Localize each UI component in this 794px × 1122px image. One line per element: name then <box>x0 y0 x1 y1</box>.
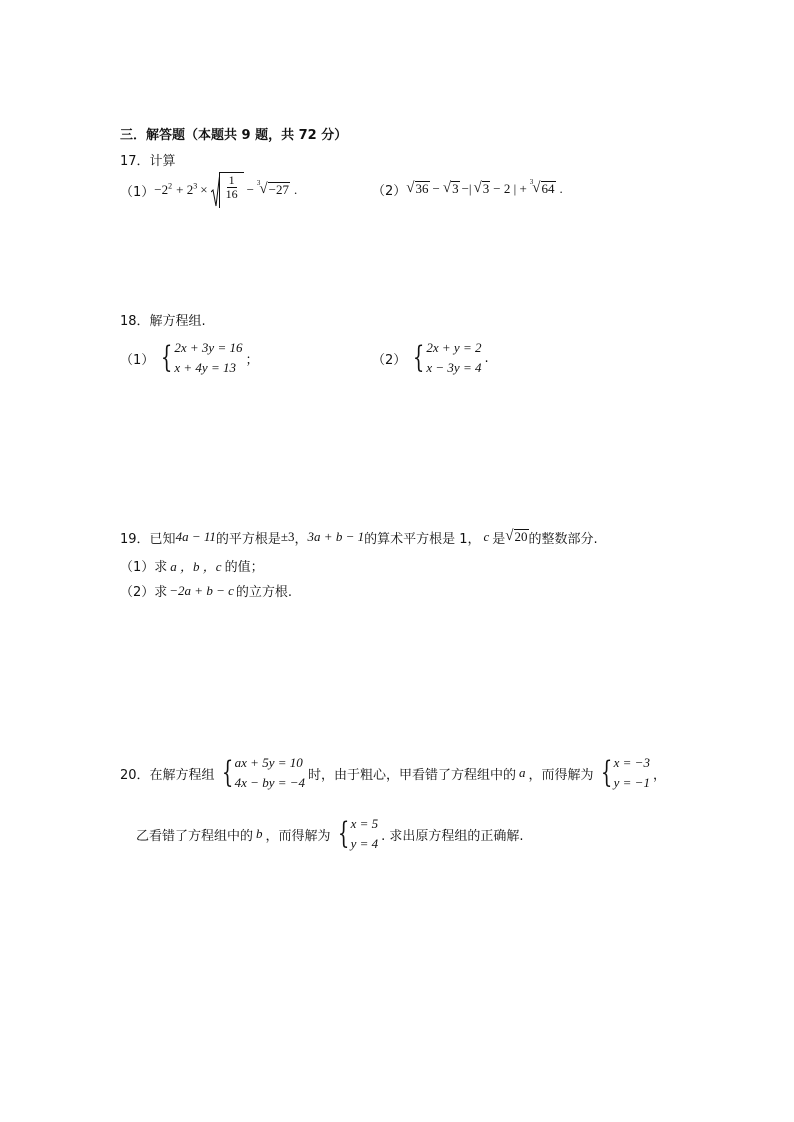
q18-title-line <box>120 310 206 329</box>
q20-number: 20． <box>120 767 150 783</box>
q18-p1-eq2: x + 4y = 13 <box>174 360 236 376</box>
q20-solution1: { x = −3 y = −1 <box>597 753 650 793</box>
q17-p1-frac-den: 16 <box>225 187 238 202</box>
q20-var-a: a <box>519 765 526 781</box>
q18-p2-system: { 2x + y = 2 x − 3y = 4 <box>409 338 481 378</box>
q17-p1-label: （1） <box>120 184 155 200</box>
q17-p1-cube-root: 3 √ −27 <box>256 179 289 198</box>
q17-p1-sqrt-fraction <box>211 172 244 208</box>
q17-p2-abs-close: − 2 | + <box>493 181 527 196</box>
q18-number: 18． <box>120 314 150 329</box>
q18-part1 <box>120 338 258 378</box>
q20-line2-a: 乙看错了方程组中的 <box>136 828 254 844</box>
q19-stem-e: 是 <box>492 531 506 547</box>
q17-p2-sqrt36: √ 36 <box>406 180 429 197</box>
q20-sol2-y: y = 4 <box>350 836 379 852</box>
q17-p1-frac-num: 1 <box>228 173 235 187</box>
q17-p1-times: × <box>200 182 208 197</box>
q18-p2-eq1: 2x + y = 2 <box>426 340 482 355</box>
q19-expr1: 4a − 11 <box>175 529 216 544</box>
q17-title-line <box>120 150 176 169</box>
q20-stem-a: 在解方程组 <box>149 767 215 783</box>
q20-sol2-x: x = 5 <box>350 816 379 831</box>
q20-eq2: 4x − by = −4 <box>234 775 306 791</box>
q19-stem-d: 的算术平方根是 1， <box>364 531 481 547</box>
q19-sub2-label: （2）求 <box>120 585 168 600</box>
q17-p2-label: （2） <box>372 183 407 199</box>
q18-part2 <box>372 338 489 378</box>
q19-stem-c: ， <box>294 531 308 547</box>
q17-p1-minus: − <box>246 182 254 197</box>
section-heading: 三．解答题（本题共 9 题，共 72 分） <box>120 128 348 143</box>
q20-line1 <box>120 753 666 793</box>
q19-stem-f: 的整数部分. <box>528 531 598 547</box>
q20-var-b: b <box>256 826 263 842</box>
q17-p1-term1: $-2^2$ <box>154 181 173 197</box>
q19-c-var: c <box>483 529 490 544</box>
q18-p1-eq1: 2x + 3y = 16 <box>174 340 243 355</box>
q19-sub2-end: 的立方根. <box>235 585 293 600</box>
q20-stem-c: ，而得解为 <box>528 767 594 783</box>
q19-sub1-vars: a ，b ，c <box>170 559 222 574</box>
q19-stem-b: 的平方根是 <box>215 531 281 547</box>
q17-number: 17． <box>120 154 150 169</box>
q19-stem <box>120 526 598 548</box>
q17-p2-cube-root: 3 √ 64 <box>529 178 555 197</box>
q20-line2-b: ，而得解为 <box>265 828 331 844</box>
q19-sub1-end: 的值； <box>224 560 264 575</box>
q20-sol1-y: y = −1 <box>613 775 650 791</box>
q20-solution2: { x = 5 y = 4 <box>334 814 379 854</box>
q19-expr2: 3a + b − 1 <box>307 529 365 544</box>
q18-title: 解方程组. <box>149 314 206 329</box>
q17-part2 <box>372 178 563 200</box>
q17-p2-sqrt3b: √ 3 <box>473 180 490 197</box>
q19-stem-a: 已知 <box>149 531 176 547</box>
q18-p1-end: ； <box>245 352 259 368</box>
q19-sqrt20: √ 20 <box>505 528 528 545</box>
q20-stem-b: 时，由于粗心，甲看错了方程组中的 <box>308 767 517 783</box>
q17-p1-term2: + $2^3$ <box>176 181 198 197</box>
q20-line2-c: . 求出原方程组的正确解. <box>381 828 524 844</box>
q20-stem-d: ， <box>652 767 666 783</box>
q19-sub2 <box>120 581 292 600</box>
q20-sol1-x: x = −3 <box>613 755 650 770</box>
q18-p2-label: （2） <box>372 352 407 368</box>
q17-p2-sqrt3a: √ 3 <box>442 180 459 197</box>
q19-pm: ±3 <box>280 529 295 544</box>
q17-p2-end: . <box>559 181 563 196</box>
q19-sub1 <box>120 556 264 575</box>
q17-p2-minus1: − <box>432 181 440 196</box>
q19-sub2-expr: −2a + b − c <box>169 582 234 598</box>
q20-system: { ax + 5y = 10 4x − by = −4 <box>218 753 305 793</box>
q19-sub1-label: （1）求 <box>120 560 168 575</box>
q18-p1-system: { 2x + 3y = 16 x + 4y = 13 <box>157 338 242 378</box>
q20-line2 <box>136 814 524 854</box>
q18-p1-label: （1） <box>120 352 155 368</box>
q17-part1 <box>120 172 297 208</box>
q18-p2-eq2: x − 3y = 4 <box>426 360 482 376</box>
q18-p2-end: . <box>484 350 489 366</box>
q17-p1-end: . <box>293 182 298 197</box>
q17-title: 计算 <box>149 154 176 169</box>
q20-eq1: ax + 5y = 10 <box>234 755 303 770</box>
q17-p2-abs-open: −| <box>461 181 472 196</box>
q19-number: 19． <box>120 531 150 547</box>
